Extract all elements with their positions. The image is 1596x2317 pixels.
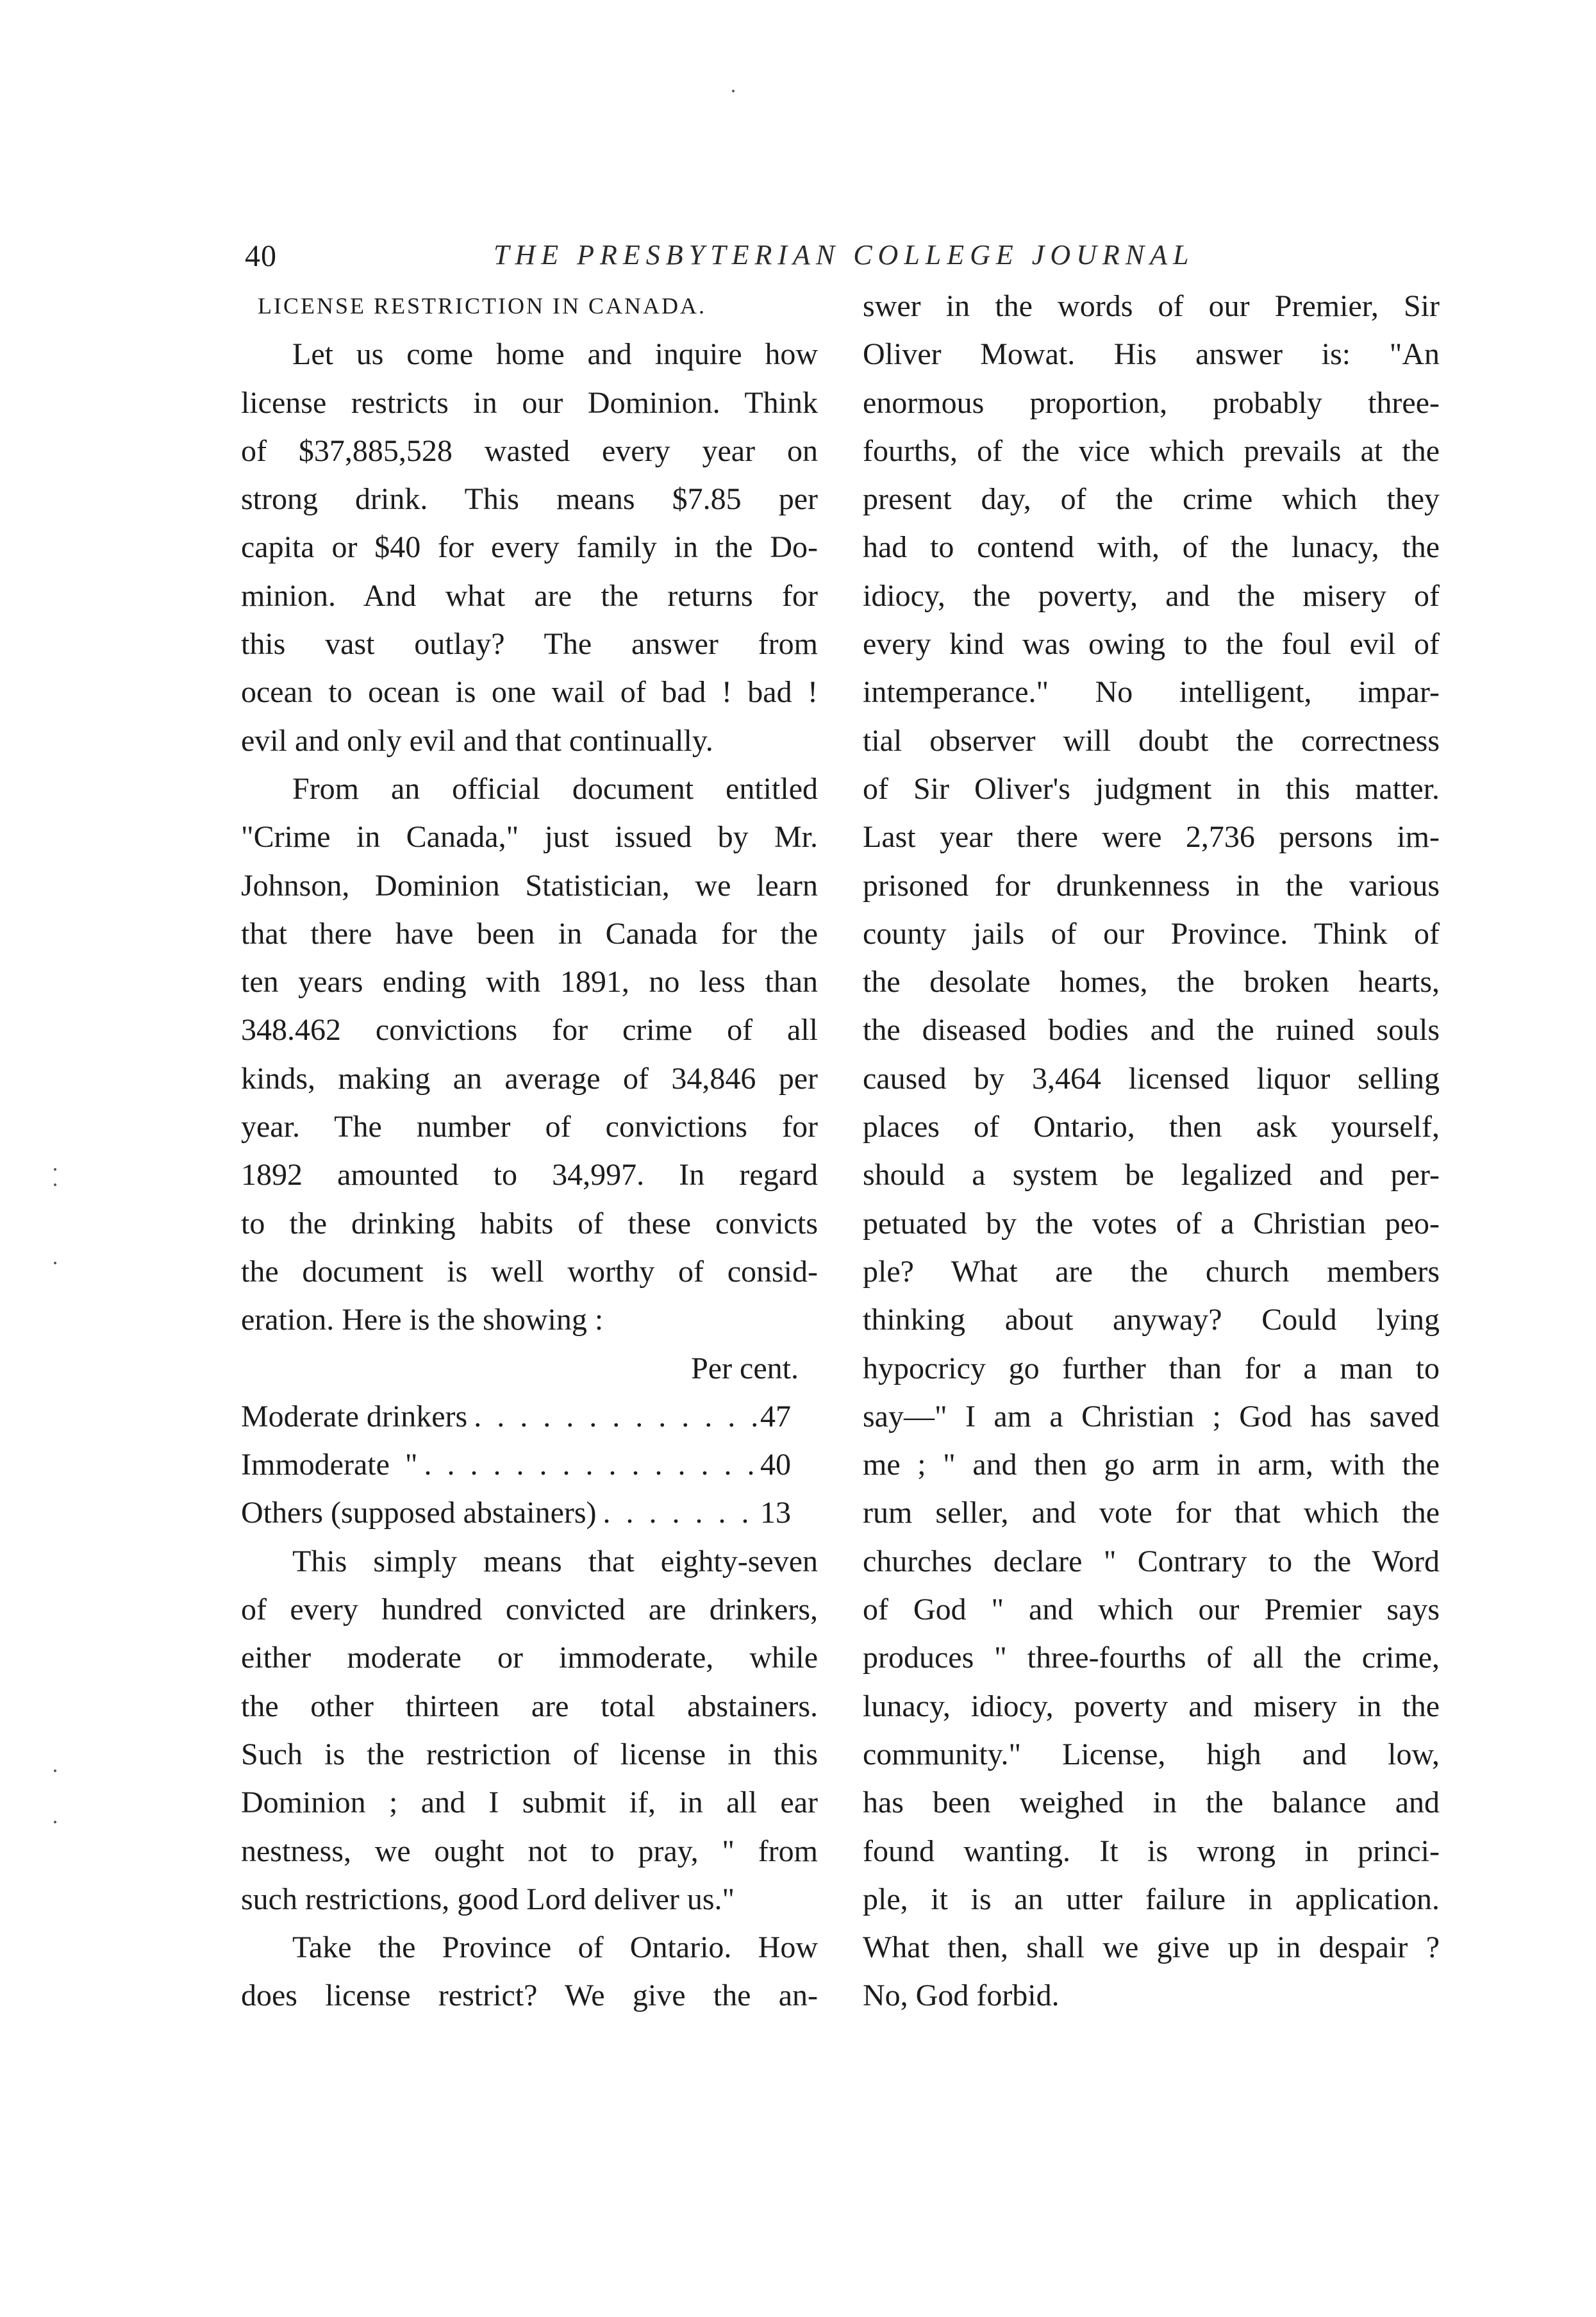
text-line: From an official document entitled xyxy=(292,771,818,806)
dot-leader xyxy=(597,1489,760,1537)
text-line: Such is the restriction of license in this xyxy=(241,1737,818,1771)
left-column xyxy=(241,282,818,2020)
table-row xyxy=(241,1489,818,1537)
text-line: produces " three-fourths of all the crime, xyxy=(863,1641,1440,1675)
text-line: caused by 3,464 licensed liquor selling xyxy=(863,1061,1440,1096)
text-line: evil and only evil and that continually. xyxy=(241,723,713,758)
text-line: hypocricy go further than for a man to xyxy=(863,1351,1440,1385)
text-line: me ; " and then go arm in arm, with the xyxy=(863,1448,1440,1482)
text-line: present day, of the crime which they xyxy=(863,482,1440,517)
right-column xyxy=(863,282,1440,2020)
row-value: 40 xyxy=(760,1448,791,1482)
text-line: minion. And what are the returns for xyxy=(241,578,818,613)
row-label: Others (supposed abstainers) xyxy=(241,1496,597,1530)
text-line: 348.462 convictions for crime of all xyxy=(241,1013,818,1048)
text-line: tial observer will doubt the correctness xyxy=(863,723,1440,758)
text-line: Oliver Mowat. His answer is: "An xyxy=(863,337,1440,372)
dot-leader xyxy=(417,1441,760,1489)
paragraph xyxy=(241,765,818,1344)
text-line: fourths, of the vice which prevails at the xyxy=(863,433,1440,468)
text-line: of God " and which our Premier says xyxy=(863,1593,1440,1627)
text-line: of every hundred convicted are drinkers, xyxy=(241,1593,818,1627)
scan-speck xyxy=(54,1821,56,1823)
text-line: of $37,885,528 wasted every year on xyxy=(241,433,818,468)
text-line: Last year there were 2,736 persons im- xyxy=(863,820,1440,855)
scan-speck xyxy=(54,1168,56,1171)
text-line: county jails of our Province. Think of xyxy=(863,916,1440,951)
text-line: found wanting. It is wrong in princi- xyxy=(863,1834,1440,1868)
row-value: 13 xyxy=(760,1496,791,1530)
row-value: 47 xyxy=(760,1399,791,1434)
text-line: community." License, high and low, xyxy=(863,1737,1440,1771)
page-number: 40 xyxy=(245,239,277,273)
text-line: What then, shall we give up in despair ? xyxy=(863,1930,1440,1965)
text-line: prisoned for drunkenness in the various xyxy=(863,868,1440,903)
text-line: thinking about anyway? Could lying xyxy=(863,1303,1440,1337)
text-line: petuated by the votes of a Christian peo- xyxy=(863,1206,1440,1241)
table-row xyxy=(241,1441,818,1489)
text-line: Johnson, Dominion Statistician, we learn xyxy=(241,868,818,903)
text-line: license restricts in our Dominion. Think xyxy=(241,385,818,420)
text-line: churches declare " Contrary to the Word xyxy=(863,1544,1440,1578)
scan-speck xyxy=(54,1769,56,1772)
text-line: capita or $40 for every family in the Do- xyxy=(241,530,818,565)
text-line: "Crime in Canada," just issued by Mr. xyxy=(241,820,818,855)
text-line: ocean to ocean is one wail of bad ! bad ! xyxy=(241,675,818,710)
paragraph xyxy=(241,330,818,765)
text-line: 1892 amounted to 34,997. In regard xyxy=(241,1158,818,1192)
text-line: Let us come home and inquire how xyxy=(292,337,818,372)
text-line: has been weighed in the balance and xyxy=(863,1786,1440,1820)
paragraph xyxy=(241,1537,818,1923)
text-line: does license restrict? We give the an- xyxy=(241,1978,818,2013)
table-header: Per cent. xyxy=(691,1351,799,1385)
text-line: the diseased bodies and the ruined souls xyxy=(863,1013,1440,1048)
text-line: swer in the words of our Premier, Sir xyxy=(863,289,1440,323)
dot-leader xyxy=(467,1393,760,1441)
section-heading: LICENSE RESTRICTION IN CANADA. xyxy=(258,293,706,319)
text-line: enormous proportion, probably three- xyxy=(863,385,1440,420)
text-line: rum seller, and vote for that which the xyxy=(863,1496,1440,1530)
text-line: to the drinking habits of these convicts xyxy=(241,1206,818,1241)
text-line: that there have been in Canada for the xyxy=(241,916,818,951)
text-line: the other thirteen are total abstainers. xyxy=(241,1689,818,1723)
text-line: should a system be legalized and per- xyxy=(863,1158,1440,1192)
running-title: THE PRESBYTERIAN COLLEGE JOURNAL xyxy=(494,239,1195,271)
text-line: ten years ending with 1891, no less than xyxy=(241,965,818,1000)
paragraph xyxy=(241,1923,818,2020)
text-line: year. The number of convictions for xyxy=(241,1110,818,1144)
text-line: idiocy, the poverty, and the misery of xyxy=(863,578,1440,613)
text-line: the desolate homes, the broken hearts, xyxy=(863,965,1440,1000)
text-line: kinds, making an average of 34,846 per xyxy=(241,1061,818,1096)
table-row xyxy=(241,1393,818,1441)
text-line: ple, it is an utter failure in application. xyxy=(863,1882,1440,1916)
text-line: No, God forbid. xyxy=(863,1978,1060,2013)
text-line: nestness, we ought not to pray, " from xyxy=(241,1834,818,1868)
scan-speck xyxy=(732,90,735,92)
text-line: of Sir Oliver's judgment in this matter. xyxy=(863,771,1440,806)
text-line: say—" I am a Christian ; God has saved xyxy=(863,1399,1440,1434)
text-line: strong drink. This means $7.85 per xyxy=(241,482,818,517)
text-line: lunacy, idiocy, poverty and misery in the xyxy=(863,1689,1440,1723)
text-line: places of Ontario, then ask yourself, xyxy=(863,1110,1440,1144)
text-line: Dominion ; and I submit if, in all ear xyxy=(241,1786,818,1820)
text-line: had to contend with, of the lunacy, the xyxy=(863,530,1440,565)
text-line: This simply means that eighty-seven xyxy=(292,1544,818,1578)
scan-speck xyxy=(54,1262,56,1264)
text-line: intemperance." No intelligent, impar- xyxy=(863,675,1440,710)
row-label: Immoderate " xyxy=(241,1448,418,1482)
text-line: the document is well worthy of consid- xyxy=(241,1254,818,1289)
text-line: this vast outlay? The answer from xyxy=(241,627,818,662)
scan-speck xyxy=(54,1184,56,1186)
text-line: eration. Here is the showing : xyxy=(241,1303,604,1337)
row-label: Moderate drinkers xyxy=(241,1399,468,1434)
text-line: ple? What are the church members xyxy=(863,1254,1440,1289)
text-line: such restrictions, good Lord deliver us." xyxy=(241,1882,735,1916)
text-line: either moderate or immoderate, while xyxy=(241,1641,818,1675)
text-line: Take the Province of Ontario. How xyxy=(292,1930,818,1965)
drinkers-table xyxy=(241,1344,818,1537)
text-line: every kind was owing to the foul evil of xyxy=(863,627,1440,662)
